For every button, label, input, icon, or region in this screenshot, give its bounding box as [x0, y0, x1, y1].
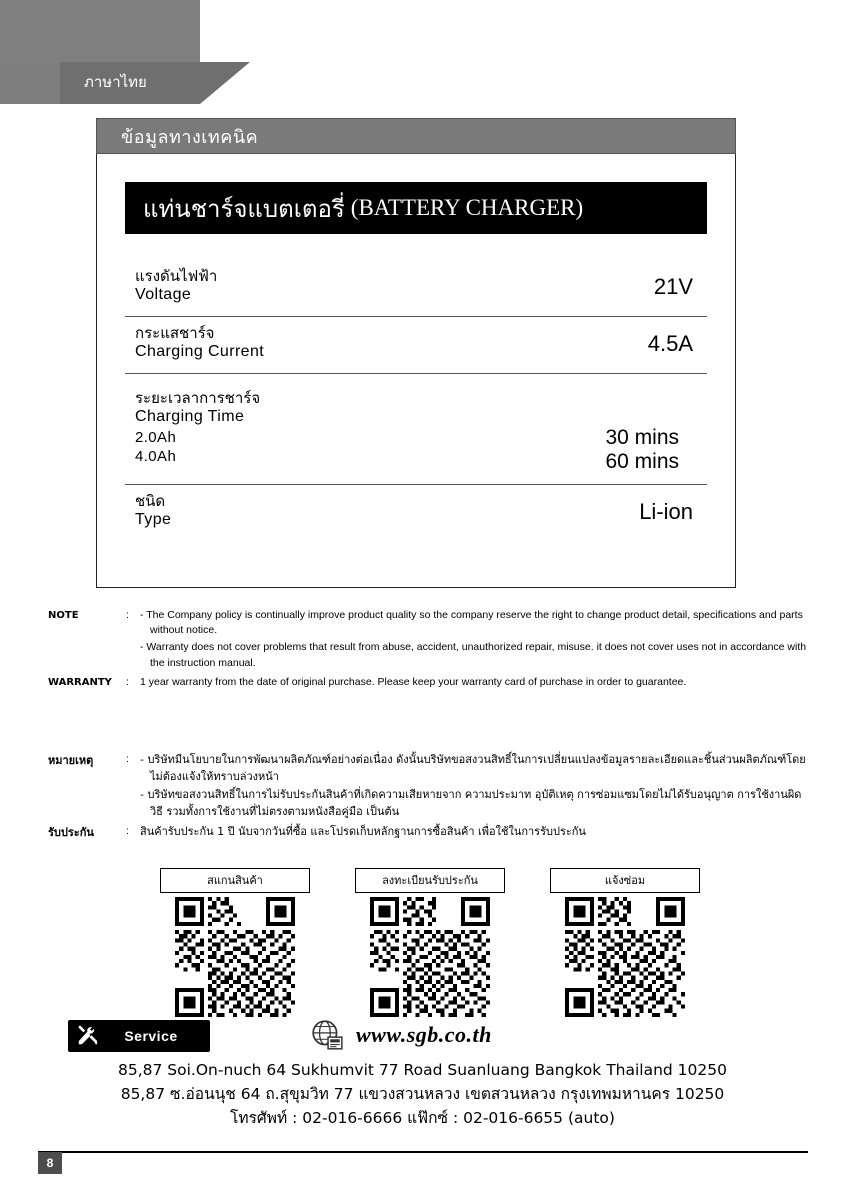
warranty-label-th: รับประกัน — [48, 826, 94, 839]
spec-label-en: Charging Time — [135, 407, 245, 425]
note-label: NOTE — [48, 610, 79, 621]
charging-time-sub-label-1: 2.0Ah — [135, 428, 177, 446]
warranty-body-th: สินค้ารับประกัน 1 ปี นับจากวันที่ซื้อ และโปรดเก็บหลักฐานการซื้อสินค้า เพื่อใช้ในการรับประกัน — [140, 825, 586, 838]
qr-code-image[interactable] — [565, 897, 685, 1017]
table-row — [125, 317, 707, 374]
qr-caption: แจ้งซ่อม — [550, 868, 700, 893]
warranty-label: WARRANTY — [48, 676, 112, 688]
note-line-th-2: - บริษัทขอสงวนสิทธิ์ในการไม่รับประกันสินค้าที่เกิดความเสียหายจาก ความประมาท อุบัติเหตุ การซ่อมแซมโดยไม่ได้รับอนุญาต การใช้งานผิดวิธี รวมทั้งการใช้งานที่ไม่ตรงตามหนังสือคู่มือ เป็นต้น — [140, 788, 802, 818]
product-title-th: แท่นชาร์จแบตเตอรี่ — [143, 194, 345, 223]
specifications-panel — [96, 118, 736, 588]
spec-value: Li-ion — [639, 499, 693, 525]
charging-time-values — [452, 374, 707, 485]
spec-value: 21V — [452, 260, 707, 317]
spec-label-th: ระยะเวลาการชาร์จ — [135, 388, 261, 407]
table-row — [125, 374, 707, 485]
qr-block-warranty-registration — [355, 868, 505, 1017]
warranty-colon-th: : — [126, 825, 129, 837]
website-row[interactable] — [310, 1018, 492, 1052]
note-row-warranty — [48, 675, 808, 691]
qr-caption: สแกนสินค้า — [160, 868, 310, 893]
qr-code-image[interactable] — [370, 897, 490, 1017]
page-number: 8 — [38, 1152, 62, 1174]
tools-icon — [74, 1023, 100, 1049]
table-row — [125, 485, 707, 542]
spec-label-th: แรงดันไฟฟ้า — [135, 267, 218, 285]
company-address — [0, 1058, 845, 1130]
note-body-th — [140, 752, 808, 822]
specifications-table — [125, 260, 707, 541]
note-colon-th: : — [126, 753, 129, 765]
product-title-en: (BATTERY CHARGER) — [350, 195, 584, 220]
language-tab-tail — [200, 62, 250, 104]
notes-section-th — [48, 752, 808, 843]
header-divider — [0, 104, 845, 106]
qr-code-row — [160, 868, 700, 1017]
note-line-th-1: - บริษัทมีนโยบายในการพัฒนาผลิตภัณฑ์อย่างต่อเนื่อง ดังนั้นบริษัทขอสงวนสิทธิ์ในการเปลี่ยนแปลงข้อมูลรายละเอียดและชิ้นส่วนผลิตภัณฑ์โดยไม่ต้องแจ้งให้ทราบล่วงหน้า — [140, 753, 806, 783]
qr-block-repair-request — [550, 868, 700, 1017]
language-tab-label: ภาษาไทย — [84, 73, 147, 91]
spec-label-cell — [125, 485, 452, 542]
address-line-th: 85,87 ซ.อ่อนนุช 64 ถ.สุขุมวิท 77 แขวงสวนหลวง เขตสวนหลวง กรุงเทพมหานคร 10250 — [120, 1085, 725, 1104]
spec-label-en: Type — [135, 511, 172, 529]
qr-block-product-scan — [160, 868, 310, 1017]
spec-label-en: Voltage — [135, 286, 192, 304]
spec-label-cell — [125, 374, 452, 485]
note-row-warranty-th — [48, 824, 808, 841]
spec-value: 4.5A — [452, 317, 707, 374]
qr-caption: ลงทะเบียนรับประกัน — [355, 868, 505, 893]
spec-label-cell — [125, 317, 452, 374]
footer-divider — [38, 1151, 808, 1153]
note-colon: : — [126, 609, 129, 621]
page-header — [0, 0, 845, 104]
specifications-body — [96, 154, 736, 588]
note-line-1: - The Company policy is continually improve product quality so the company reserve the right to change product detail, specifications and parts without notice. — [140, 609, 803, 637]
charging-time-value-2: 60 mins — [605, 450, 679, 474]
charging-time-value-1: 30 mins — [605, 426, 679, 450]
spec-label-en: Charging Current — [135, 343, 265, 361]
address-line-en: 85,87 Soi.On-nuch 64 Sukhumvit 77 Road Suanluang Bangkok Thailand 10250 — [118, 1061, 727, 1079]
note-line-2: - Warranty does not cover problems that result from abuse, accident, unauthorized repair, misuse. it does not cover uses not in accordance with the instruction manual. — [140, 641, 807, 669]
note-label-th: หมายเหตุ — [48, 754, 94, 767]
spec-label-cell — [125, 260, 452, 317]
table-row — [125, 260, 707, 317]
phone-line: โทรศัพท์ : 02-016-6666 แฟ๊กซ์ : 02-016-6655 (auto) — [230, 1109, 615, 1128]
spec-label-th: กระแสชาร์จ — [135, 324, 215, 343]
charging-time-sub-label-2: 4.0Ah — [135, 448, 177, 466]
warranty-colon: : — [126, 675, 129, 688]
qr-code-image[interactable] — [175, 897, 295, 1017]
note-row-note-th — [48, 752, 808, 822]
product-title-bar — [125, 182, 707, 234]
note-body — [140, 608, 808, 673]
specifications-title: ข้อมูลทางเทคนิค — [96, 118, 736, 154]
warranty-body: 1 year warranty from the date of original purchase. Please keep your warranty card of purchase in order to guarantee. — [140, 675, 687, 688]
service-button-label: Service — [124, 1028, 178, 1044]
note-row-note — [48, 608, 808, 673]
globe-icon — [310, 1018, 344, 1052]
service-button[interactable] — [68, 1020, 210, 1052]
website-url[interactable]: www.sgb.co.th — [356, 1022, 492, 1047]
notes-section-en — [48, 608, 808, 692]
spec-label-th: ชนิด — [135, 492, 166, 511]
